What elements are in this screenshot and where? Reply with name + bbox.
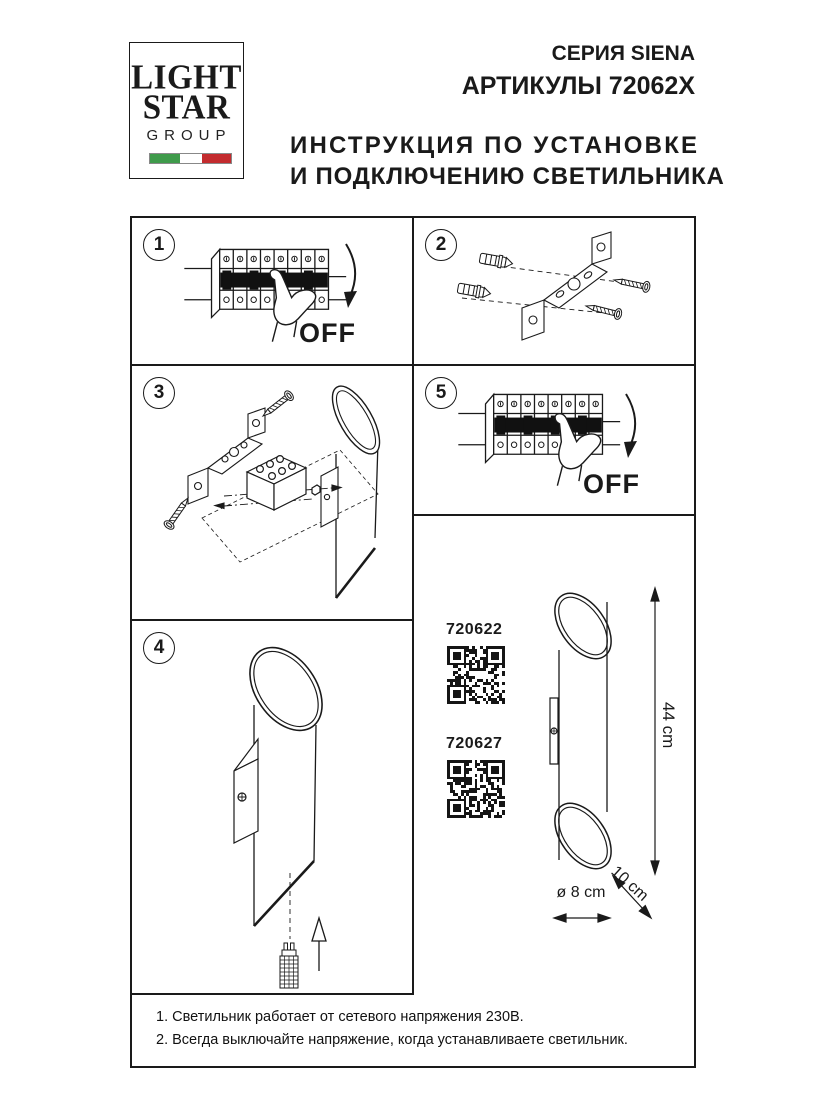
italian-flag-icon	[149, 153, 232, 164]
logo-word-star: STAR	[142, 89, 231, 127]
logo-word-light: LIGHT	[131, 59, 242, 97]
lightstar-logo	[129, 42, 244, 179]
note-line-1: 1. Светильник работает от сетевого напряжения 230В.	[156, 1009, 524, 1025]
height-dimension-label: 44 cm	[659, 702, 678, 749]
diameter-dimension-label: ø 8 cm	[556, 884, 606, 901]
step-number-1: 1	[143, 229, 175, 261]
step-number-3: 3	[143, 377, 175, 409]
doc-title-line1: ИНСТРУКЦИЯ ПО УСТАНОВКЕ	[290, 132, 700, 159]
product-dimensions-section	[414, 516, 694, 1066]
bracket-anchors-illustration	[414, 218, 694, 364]
step-number-4: 4	[143, 632, 175, 664]
note-line-2: 2. Всегда выключайте напряжение, когда устанавливаете светильник.	[156, 1032, 628, 1048]
safety-notes	[132, 995, 694, 1066]
lamp-bulb-illustration	[132, 621, 412, 993]
article-number-720622: 720622	[446, 621, 503, 638]
article-number-720627: 720627	[446, 735, 503, 752]
series-title: СЕРИЯ SIENA	[551, 42, 695, 65]
logo-word-group: GROUP	[146, 127, 232, 144]
step-number-2: 2	[425, 229, 457, 261]
step-panel-1	[132, 218, 412, 364]
header	[290, 42, 725, 191]
step-panel-5	[414, 366, 694, 514]
instruction-grid	[130, 216, 696, 1068]
depth-dimension-label: 10 cm	[607, 863, 652, 905]
off-label: OFF	[299, 318, 356, 348]
step-panel-2	[414, 218, 694, 364]
articles-title: АРТИКУЛЫ 72062X	[461, 72, 695, 100]
assembly-illustration	[132, 366, 412, 619]
breaker-off-illustration	[132, 218, 412, 364]
step-panel-4	[132, 621, 412, 993]
doc-title-line2: И ПОДКЛЮЧЕНИЮ СВЕТИЛЬНИКА	[290, 163, 725, 190]
step-number-5: 5	[425, 377, 457, 409]
step-panel-3	[132, 366, 412, 619]
off-label: OFF	[583, 469, 640, 499]
breaker-off-illustration	[414, 366, 694, 514]
qr-code-720627	[447, 760, 505, 818]
qr-code-720622	[447, 646, 505, 704]
